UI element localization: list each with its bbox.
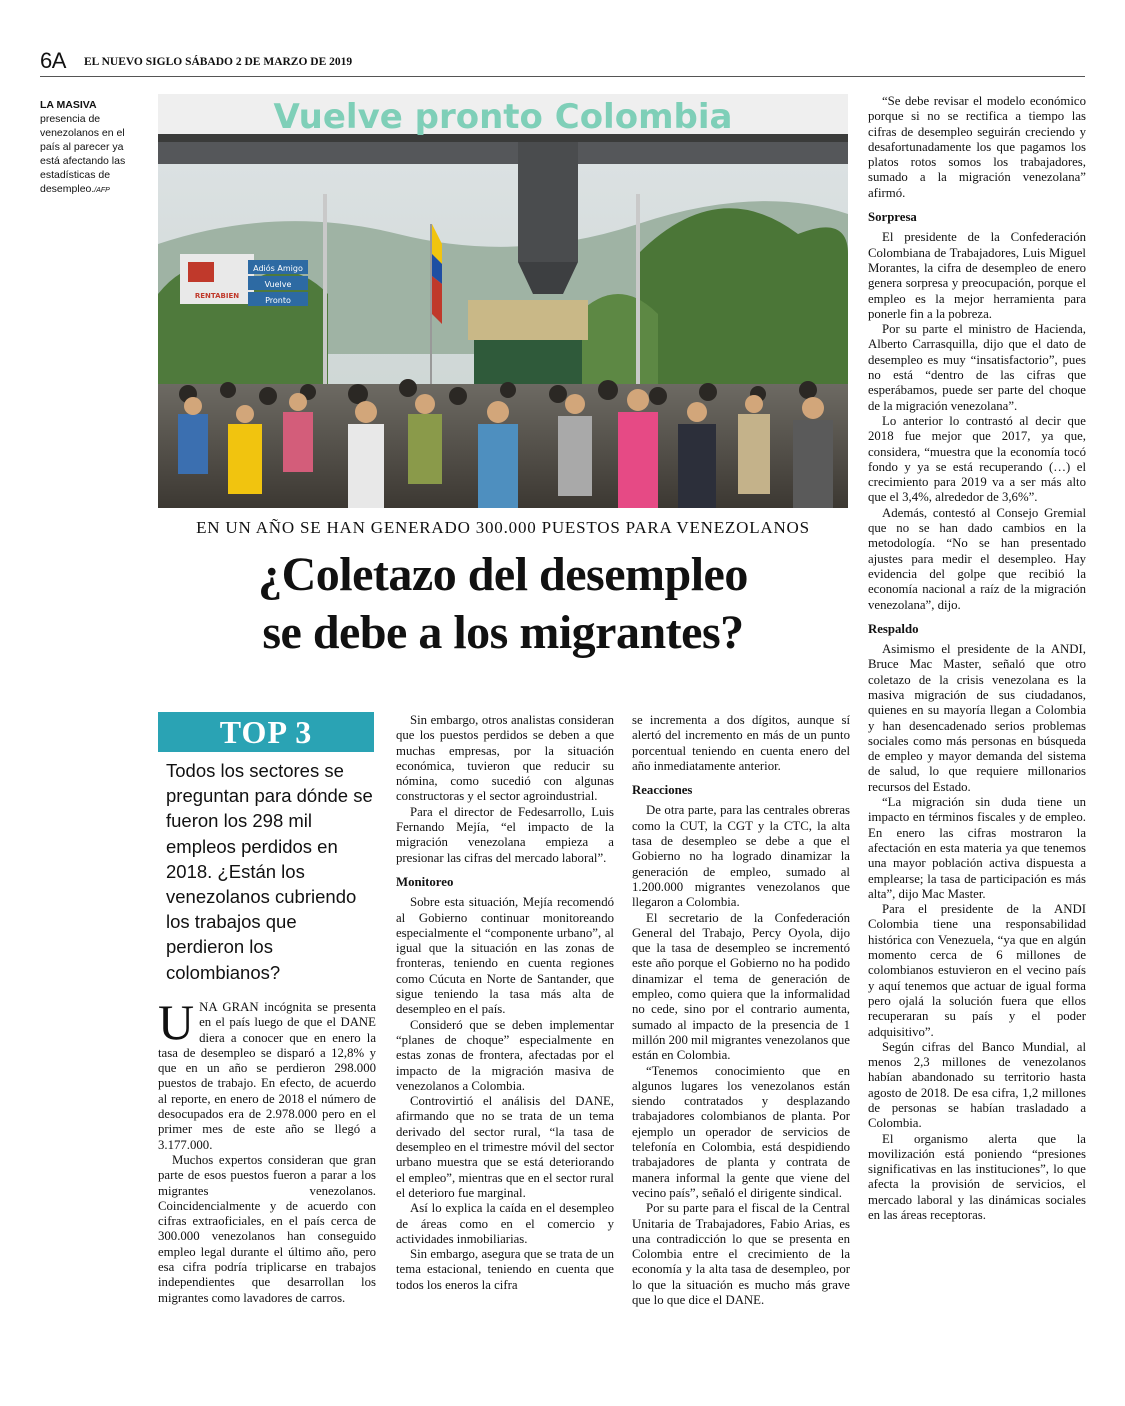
paragraph: Para el presidente de la ANDI Colombia tiene una responsabilidad histórica con Venezuela, “ya que en algún momento cerca de 6 millones de colombianos estuvieron en el vecino país y aquí tenemos que actuar de igual forma pero ojalá la solución fuera que ellos recuperaran su país y el poder adquisitivo”. [868, 902, 1086, 1039]
paragraph: Controvirtió el análisis del DANE, afirmando que no se trata de un tema derivado del sector rural, “la tasa de desempleo en el trimestre móvil del sector urbano muestra que se está deteriorando el empleo”, mientras que en el sector rural el deterioro fue marginal. [396, 1094, 614, 1200]
masthead: EL NUEVO SIGLO SÁBADO 2 DE MARZO DE 2019 [84, 56, 353, 68]
paragraph: se incrementa a dos dígitos, aunque sí alertó del incremento en más de un punto porcentual teniendo en cuenta enero del año inmediatamente anterior. [632, 713, 850, 773]
headline-line-2: se debe a los migrantes? [262, 606, 744, 659]
dropcap: U [158, 994, 195, 1050]
paragraph: Sobre esta situación, Mejía recomendó al Gobierno continuar monitoreando especialmente el “componente urbano”, al igual que la situación en las zonas de fronteras, teniendo en cuenta regiones como Cúcuta en Norte de Santander, que sigue teniendo la tasa más alta de desempleo en el país. [396, 895, 614, 1017]
border-crossing-photo [158, 94, 848, 508]
article-column-4 [868, 94, 1086, 1223]
paragraph: Además, contestó al Consejo Gremial que no se han dado cambios en la metodología. “No se han presentado ajustes para medir el desempleo. Hay evidencia del golpe que recibió la economía nacional a raíz de la migración venezolana”, dijo. [868, 505, 1086, 612]
photo-sign-text: Vuelve pronto Colombia [273, 97, 733, 137]
page-number: 6A [40, 48, 66, 73]
paragraph: El organismo alerta que la movilización está poniendo “presiones significativas en las instituciones”, lo que afecta la provisión de servicios, el mercado laboral y las dinámicas sociales en las áreas receptoras. [868, 1131, 1086, 1223]
paragraph: “La migración sin duda tiene un impacto en términos fiscales y de empleo. En enero las cifras mostraron la afectación en esta materia ya que tenemos una mayor población activa dispuesta a emplearse; la tasa de participación es más alta”, dijo Mac Master. [868, 795, 1086, 901]
paragraph: Por su parte el ministro de Hacienda, Alberto Carrasquilla, dijo que el dato de desempleo es muy “insatisfactorio”, pues no está “dentro de las cifras que esperábamos, puede ser parte del choque de la migración venezolana”. [868, 322, 1086, 413]
caption-credit: /AFP [94, 187, 110, 194]
caption-body: presencia de venezolanos en el país al parecer ya está afectando las estadísticas de desempleo. [40, 113, 126, 195]
caption-lead: LA MASIVA [40, 99, 97, 111]
subhead-respaldo: Respaldo [868, 621, 919, 636]
paragraph: Según cifras del Banco Mundial, al menos 2,3 millones de venezolanos habían abandonado su territorio hasta agosto de 2018. De esa cifra, 1,2 millones de personas se habían trasladado a Colombia. [868, 1039, 1086, 1131]
subhead-monitoreo: Monitoreo [396, 874, 454, 889]
paragraph: El presidente de la Confederación Colombiana de Trabajadores, Luis Miguel Morantes, la cifra de desempleo de enero genera sorpresa y preocupación, porque el empleo es la mejor herramienta para ponerle fin a la pobreza. [868, 230, 1086, 321]
paragraph: De otra parte, para las centrales obreras como la CUT, la CGT y la CTC, la alta tasa de desempleo se debe a que el Gobierno no ha logrado dinamizar la generación de empleo, sumado al 1.200.000 migrantes venezolanos que llegaron a Colombia. [632, 803, 850, 910]
subhead-reacciones: Reacciones [632, 783, 693, 798]
billboard-ad-text: RENTABIEN [194, 292, 240, 300]
paragraph-text: NA GRAN incógnita se presenta en el país luego de que el DANE diera a conocer que en enero la tasa de desempleo se disparó a 12,8% y que en un año se perdieron 298.000 puestos de trabajo. En efecto, de acuerdo al reporte, en enero de 2018 el número de desocupados era de 2.978.000 pero en el primer mes de este año se llegó a 3.177.000. [158, 1000, 376, 1152]
paragraph: Sin embargo, otros analistas consideran que los puestos perdidos se deben a que muchas empresas, por la situación económica, tuvieron que reducir su nómina, como sucedió con algunas constructoras y el sector agroindustrial. [396, 713, 614, 804]
paragraph: Por su parte para el fiscal de la Central Unitaria de Trabajadores, Fabio Arias, es una contradicción lo que se presenta en Colombia entre el crecimiento de la economía y la alta tasa de desempleo, por lo que la situación es mucho más grave que lo que dice el DANE. [632, 1201, 850, 1307]
top3-badge: TOP 3 [158, 712, 374, 752]
paragraph: Asimismo el presidente de la ANDI, Bruce Mac Master, señaló que otro coletazo de la crisis venezolana es la masiva migración de sus ciudadanos, quienes en su mayoría llegan a Colombia y han desencadenado serios problemas sociales como más personas en búsqueda de empleo y mayor demanda del sistema de salud, lo que requiere millonarios recursos del Estado. [868, 642, 1086, 794]
sidebar-teaser: Todos los sectores se preguntan para dónde se fueron los 298 mil empleos perdidos en 2018. ¿Están los venezolanos cubriendo los trabajos que perdieron los colombianos? [166, 760, 373, 983]
paragraph: “Se debe revisar el modelo económico porque si no se rectifica a tiempo las cifras de desempleo seguirán creciendo y desafortunadamente los que pagamos los platos rotos somos los trabajadores, sumado a la migración venezolana” afirmó. [868, 94, 1086, 200]
paragraph: “Tenemos conocimiento que en algunos lugares los venezolanos están siendo contratados y desplazando trabajadores colombianos de planta. Por ejemplo un operador de servicios de telefonía en Colombia, está despidiendo trabajadores de planta y contrata de manera informal la gente que viene del vecino país”, señaló el dirigente sindical. [632, 1063, 850, 1200]
small-sign-line-1: Adiós Amigo [253, 264, 303, 273]
headline-line-1: ¿Coletazo del desempleo [258, 548, 748, 601]
paragraph: Lo anterior lo contrastó al decir que 2018 fue mejor que 2017, ya que, considera, “muestra que la economía tocó fondo y ya se está recuperando (…) el crecimiento para 2019 va a ser más alto que el 3,4%, alrededor de 3,6%”. [868, 413, 1086, 505]
small-sign-line-3: Pronto [265, 296, 291, 305]
small-sign-line-2: Vuelve [264, 280, 292, 289]
paragraph: Para el director de Fedesarrollo, Luis Fernando Mejía, “el impacto de la migración venezolana empieza a presionar las cifras del mercado laboral”. [396, 804, 614, 865]
article-column-1 [158, 994, 376, 1306]
paragraph: Así lo explica la caída en el desempleo de áreas como en el comercio y actividades inmobiliarias. [396, 1201, 614, 1246]
photo-caption [40, 98, 140, 198]
subhead-sorpresa: Sorpresa [868, 210, 917, 225]
article-kicker: EN UN AÑO SE HAN GENERADO 300.000 PUESTOS PARA VENEZOLANOS [196, 518, 810, 537]
paragraph: Sin embargo, asegura que se trata de un tema estacional, teniendo en cuenta que todos los eneros la cifra [396, 1247, 614, 1292]
paragraph: El secretario de la Confederación General del Trabajo, Percy Oyola, dijo que la tasa de desempleo se incrementó este año porque el Gobierno no ha podido dinamizar el tema de generación de empleo, como quiera que la informalidad no cede, sino por el contrario aumenta, sumado al impacto de la presencia de 1 millón 200 mil migrantes venezolanos que están en Colombia. [632, 910, 850, 1063]
article-headline [158, 546, 848, 662]
article-column-3 [632, 713, 850, 1308]
lead-photo [158, 94, 848, 508]
paragraph [158, 994, 376, 1153]
paragraph: Consideró que se deben implementar “planes de choque” especialmente en estas zonas de frontera, afectadas por el impacto de la migración masiva de venezolanos a Colombia. [396, 1017, 614, 1093]
header-rule [40, 76, 1085, 77]
paragraph: Muchos expertos consideran que gran parte de esos puestos fueron a parar a los migrantes venezolanos. Coincidencialmente y de acuerdo con cifras extraoficiales, en el país cerca de 300.000 venezolanos han conseguido empleo legal durante el último año, pero esa cifra podría triplicarse en trabajos independientes que desarrollan los migrantes como lavadores de carros. [158, 1152, 376, 1305]
article-column-2 [396, 713, 614, 1293]
